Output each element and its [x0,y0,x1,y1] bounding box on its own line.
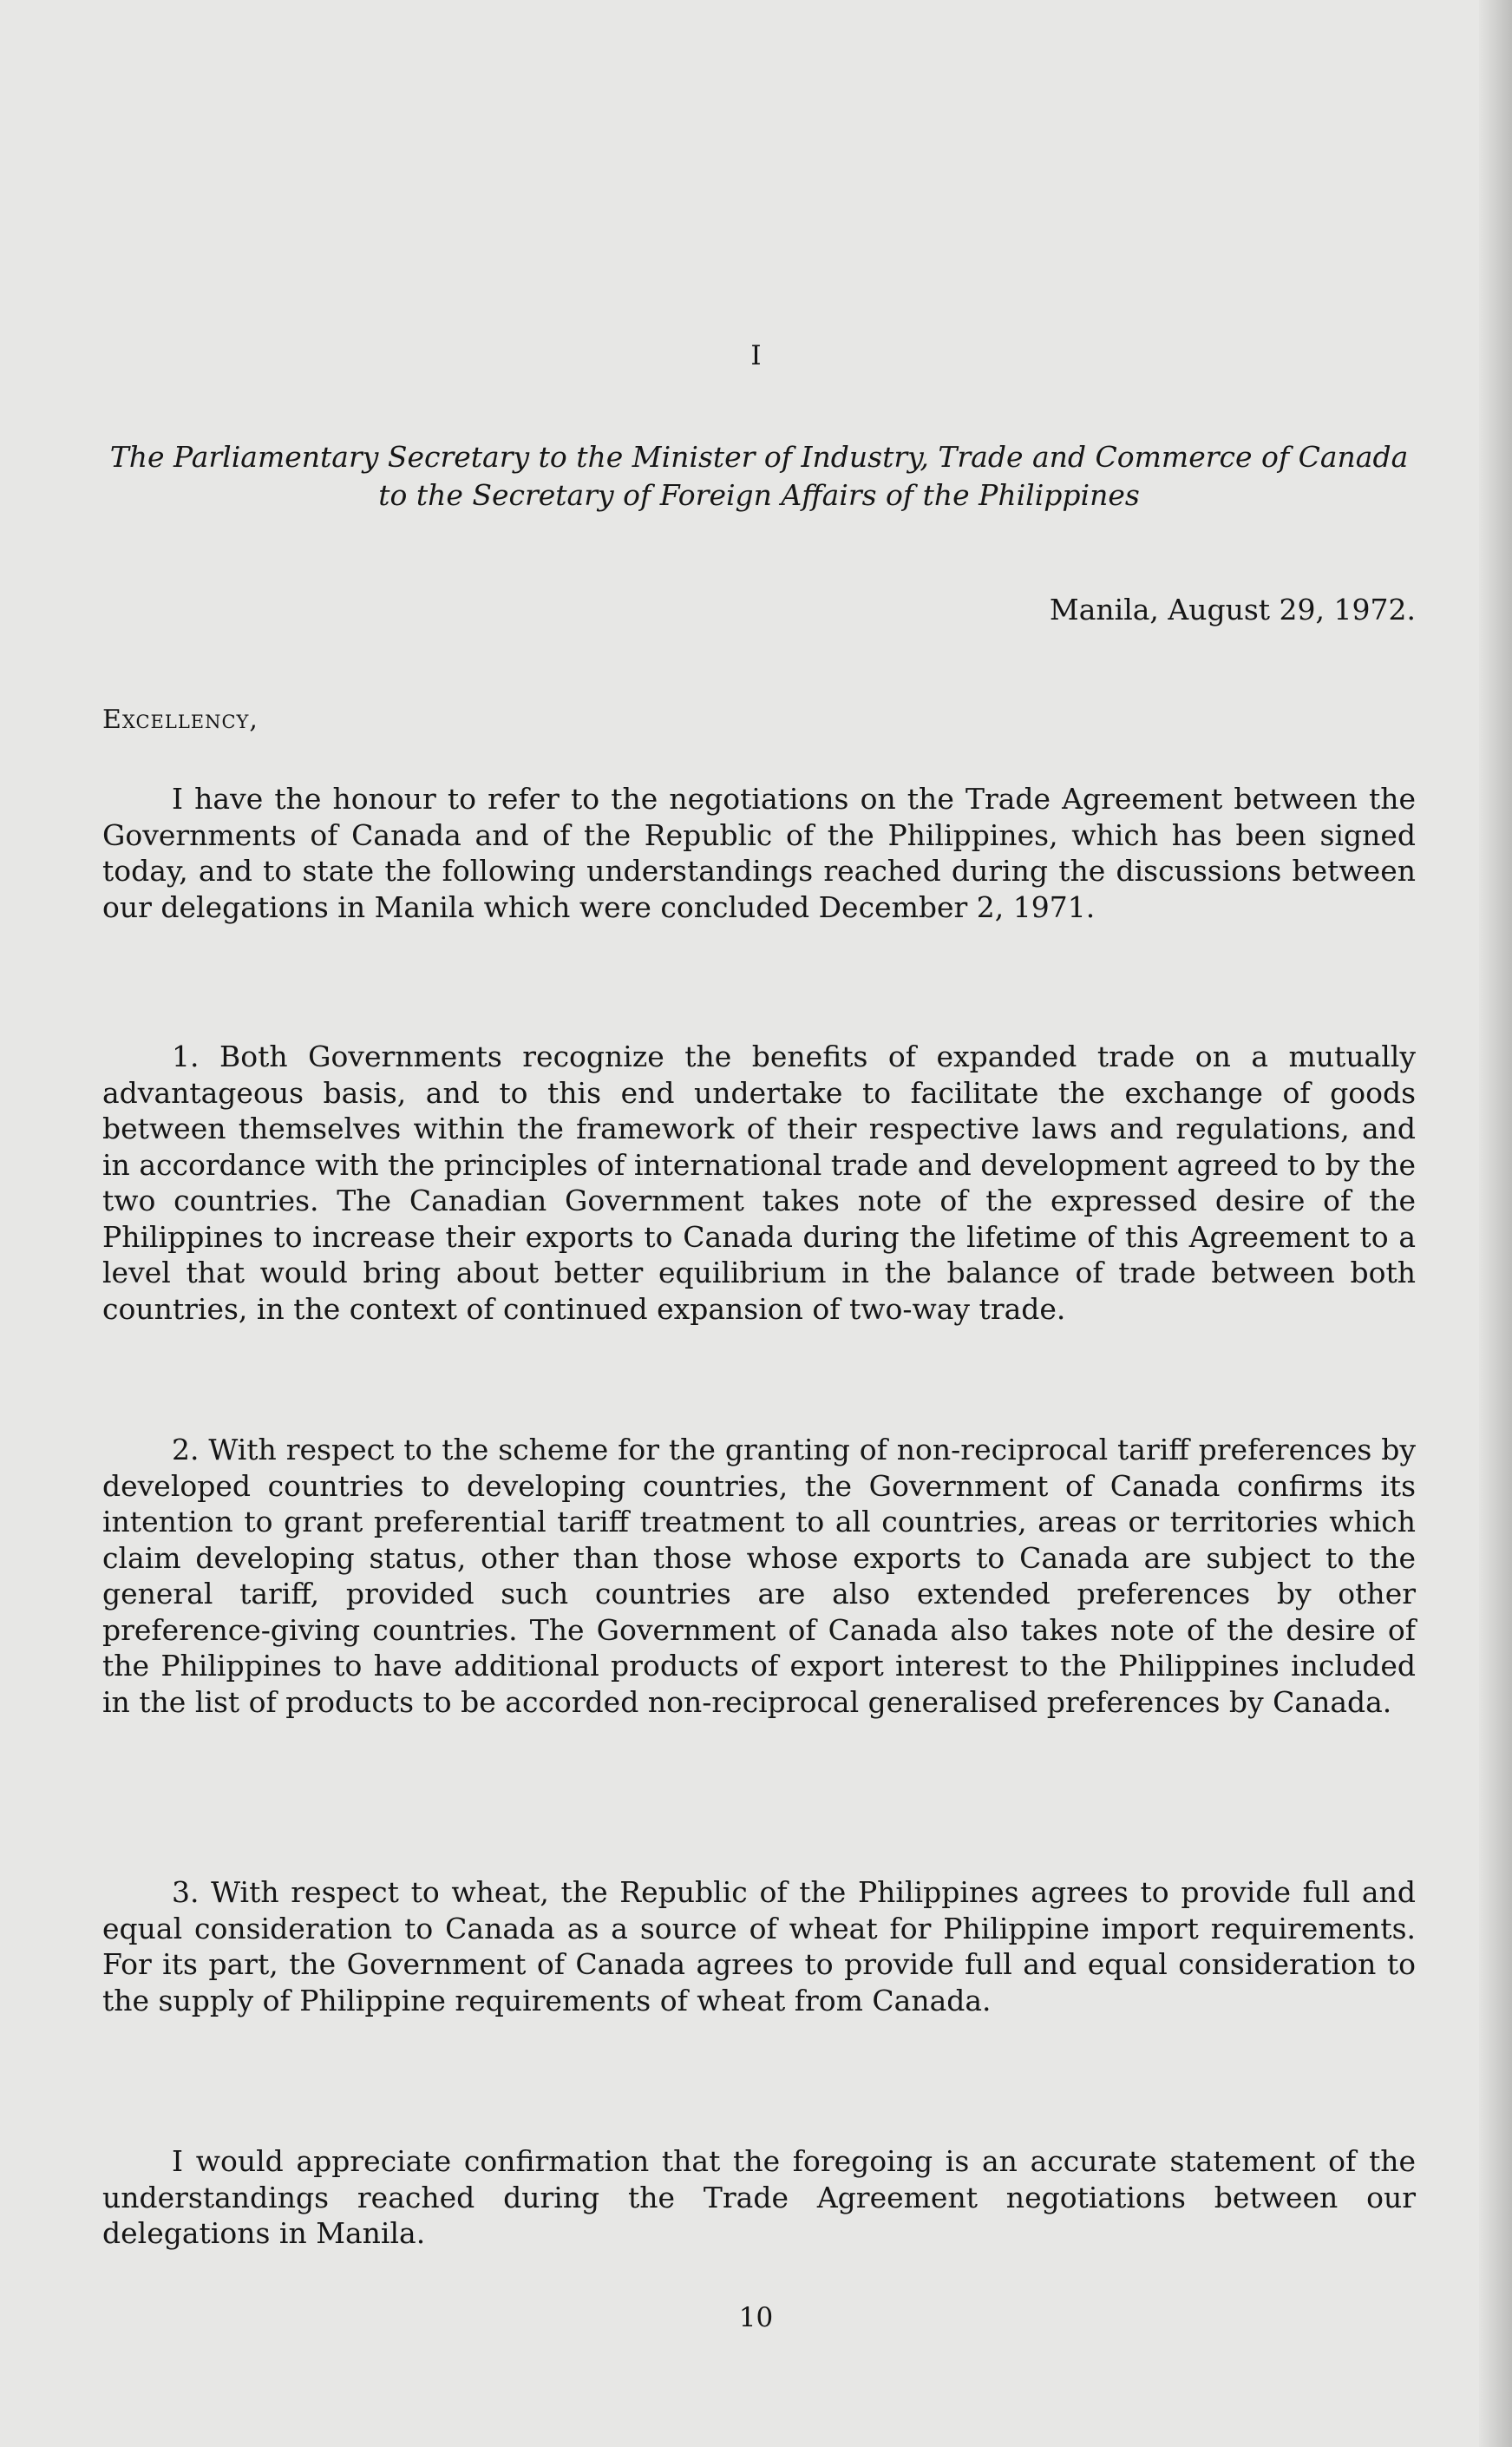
section-number: I [750,340,762,371]
paragraph-intro: I have the honour to refer to the negotiations on the Trade Agreement between the Governments of Canada and of the Republic of the Philippines, which has been signed today, and to state the following understandings reached during the discussions between our delegations in Manila which were concluded December 2, 1971. [102,782,1416,924]
dateline: Manila, August 29, 1972. [1049,593,1416,627]
paragraph-item-3: 3. With respect to wheat, the Republic of the Philippines agrees to provide full and equal consideration to Canada as a source of wheat for Philippine import requirements. For its part, the Government of Canada agrees to provide full and equal consideration to the supply of Philippine requirements of wheat from Canada. [102,1875,1416,2017]
page-number: 10 [738,2302,774,2333]
letter-heading: The Parliamentary Secretary to the Minister of Industry, Trade and Commerce of Canada to the Secretary of Foreign Affairs of the Philippines [109,440,1409,512]
salutation: Excellency, [102,705,259,735]
paragraph-item-2: 2. With respect to the scheme for the granting of non-reciprocal tariff preferences by developed countries to developing countries, the Government of Canada confirms its intention to grant preferential tariff treatment to all countries, areas or territories which claim developing status, other than those whose exports to Canada are subject to the general tariff, provided such countries are also extended preferences by other preference-giving countries. The Government of Canada also takes note of the desire of the Philippines to have additional products of export interest to the Philippines included in the list of products to be accorded non-reciprocal generalised preferences by Canada. [102,1433,1416,1719]
paragraph-closing: I would appreciate confirmation that the foregoing is an accurate statement of the understandings reached during the Trade Agreement negotiations between our delegations in Manila. [102,2144,1416,2250]
paragraph-item-1: 1. Both Governments recognize the benefits of expanded trade on a mutually advantageous basis, and to this end undertake to facilitate the exchange of goods between themselves within the framework of their respective laws and regulations, and in accordance with the principles of international trade and development agreed to by the two countries. The Canadian Government takes note of the expressed desire of the Philippines to increase their exports to Canada during the lifetime of this Agreement to a level that would bring about better equilibrium in the balance of trade between both countries, in the context of continued expansion of two-way trade. [102,1040,1416,1326]
